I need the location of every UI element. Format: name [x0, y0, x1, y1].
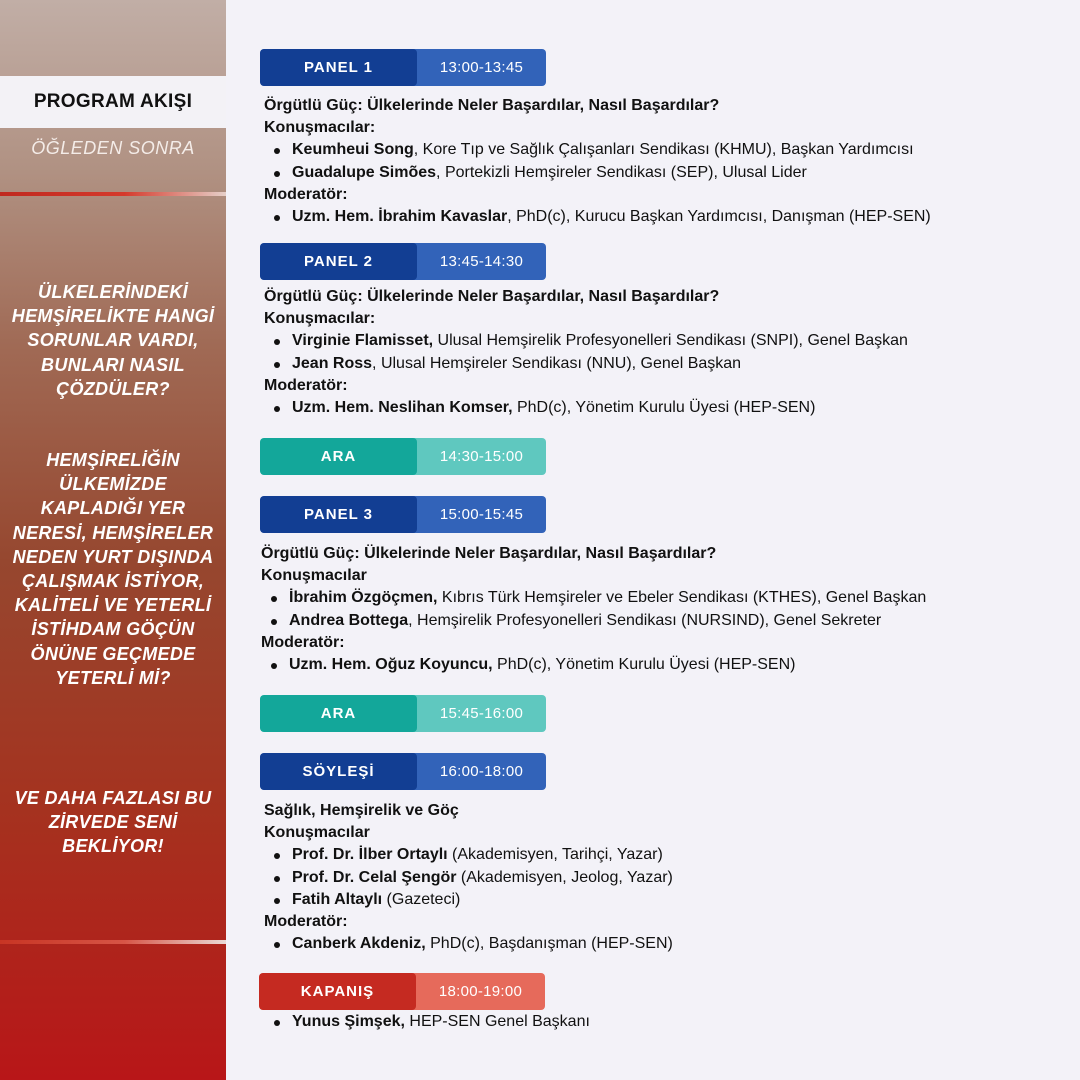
break-2-time: 15:45-16:00 [439, 705, 524, 722]
panel-3-label: PANEL 3 [260, 496, 417, 533]
soylesi-details [264, 800, 1064, 955]
list-item: Fatih Altaylı (Gazeteci) [264, 889, 1064, 911]
soylesi-time: 16:00-18:00 [439, 763, 524, 780]
panel-2-time: 13:45-14:30 [439, 253, 524, 270]
list-item: Uzm. Hem. Oğuz Koyuncu, PhD(c), Yönetim Kurulu Üyesi (HEP-SEN) [261, 654, 1061, 676]
soylesi-label: SÖYLEŞİ [260, 753, 417, 790]
list-item: Yunus Şimşek, HEP-SEN Genel Başkanı [264, 1011, 1064, 1033]
break-1-label: ARA [260, 438, 417, 475]
closing-header [259, 973, 545, 1010]
panel-3-time: 15:00-15:45 [439, 506, 524, 523]
soylesi-speakers-label: Konuşmacılar [264, 824, 370, 842]
panel-3-moderator-label: Moderatör: [261, 633, 345, 651]
break-1-header [260, 438, 546, 475]
break-2-header [260, 695, 546, 732]
panel-1-details [264, 95, 1064, 228]
soylesi-moderator-label: Moderatör: [264, 913, 348, 931]
list-item: Uzm. Hem. Neslihan Komser, PhD(c), Yönetim Kurulu Üyesi (HEP-SEN) [264, 397, 1064, 419]
sidebar-question-2: HEMŞİRELİĞİN ÜLKEMİZDE KAPLADIĞI YER NERESİ, HEMŞİRELER NEDEN YURT DIŞINDA ÇALIŞMAK İSTİYOR, KALİTELİ VE YETERLİ İSTİHDAM GÖÇÜN ÖNÜNE GEÇMEDE YETERLİ Mİ? [12, 450, 214, 688]
panel-2-topic: Örgütlü Güç: Ülkelerinde Neler Başardılar, Nasıl Başardılar? [264, 288, 720, 305]
panel-2-label: PANEL 2 [260, 243, 417, 280]
closing-label: KAPANIŞ [259, 973, 416, 1010]
list-item: Prof. Dr. Celal Şengör (Akademisyen, Jeolog, Yazar) [264, 867, 1064, 889]
panel-2-moderator-label: Moderatör: [264, 376, 348, 394]
panel-2-speakers-label: Konuşmacılar: [264, 310, 376, 328]
panel-2-details [264, 286, 1064, 419]
list-item: Prof. Dr. İlber Ortaylı (Akademisyen, Tarihçi, Yazar) [264, 844, 1064, 866]
panel-1-topic: Örgütlü Güç: Ülkelerinde Neler Başardılar, Nasıl Başardılar? [264, 97, 720, 114]
list-item: İbrahim Özgöçmen, Kıbrıs Türk Hemşireler ve Ebeler Sendikası (KTHES), Genel Başkan [261, 587, 1061, 609]
list-item: Virginie Flamisset, Ulusal Hemşirelik Profesyonelleri Sendikası (SNPI), Genel Başkan [264, 330, 1064, 352]
panel-1-label: PANEL 1 [260, 49, 417, 86]
panel-1-time: 13:00-13:45 [439, 59, 524, 76]
program-title: PROGRAM AKIŞI [0, 76, 226, 128]
panel-3-topic: Örgütlü Güç: Ülkelerinde Neler Başardılar, Nasıl Başardılar? [261, 545, 717, 562]
sidebar-divider-bottom [0, 940, 226, 944]
panel-3-header [260, 496, 546, 533]
panel-3-details [261, 543, 1061, 676]
list-item: Andrea Bottega, Hemşirelik Profesyonelleri Sendikası (NURSIND), Genel Sekreter [261, 610, 1061, 632]
break-1-time: 14:30-15:00 [439, 448, 524, 465]
list-item: Uzm. Hem. İbrahim Kavaslar, PhD(c), Kurucu Başkan Yardımcısı, Danışman (HEP-SEN) [264, 206, 1064, 228]
soylesi-header [260, 753, 546, 790]
break-2-label: ARA [260, 695, 417, 732]
sidebar-divider-top [0, 192, 226, 196]
list-item: Canberk Akdeniz, PhD(c), Başdanışman (HEP-SEN) [264, 933, 1064, 955]
list-item: Guadalupe Simões, Portekizli Hemşireler Sendikası (SEP), Ulusal Lider [264, 162, 1064, 184]
panel-1-header [260, 49, 546, 86]
panel-3-speakers-label: Konuşmacılar [261, 567, 367, 585]
list-item: Jean Ross, Ulusal Hemşireler Sendikası (NNU), Genel Başkan [264, 353, 1064, 375]
soylesi-topic: Sağlık, Hemşirelik ve Göç [264, 802, 459, 819]
panel-2-header [260, 243, 546, 280]
program-subtitle: ÖĞLEDEN SONRA [31, 138, 195, 158]
panel-1-moderator-label: Moderatör: [264, 185, 348, 203]
sidebar-question-3: VE DAHA FAZLASI BU ZİRVEDE SENİ BEKLİYOR! [14, 788, 212, 857]
closing-details [264, 1011, 1064, 1033]
panel-1-speakers-label: Konuşmacılar: [264, 119, 376, 137]
closing-time: 18:00-19:00 [438, 983, 523, 1000]
sidebar [0, 0, 226, 1080]
sidebar-question-1: ÜLKELERİNDEKİ HEMŞİRELİKTE HANGİ SORUNLAR VARDI, BUNLARI NASIL ÇÖZDÜLER? [11, 282, 215, 399]
list-item: Keumheui Song, Kore Tıp ve Sağlık Çalışanları Sendikası (KHMU), Başkan Yardımcısı [264, 139, 1064, 161]
